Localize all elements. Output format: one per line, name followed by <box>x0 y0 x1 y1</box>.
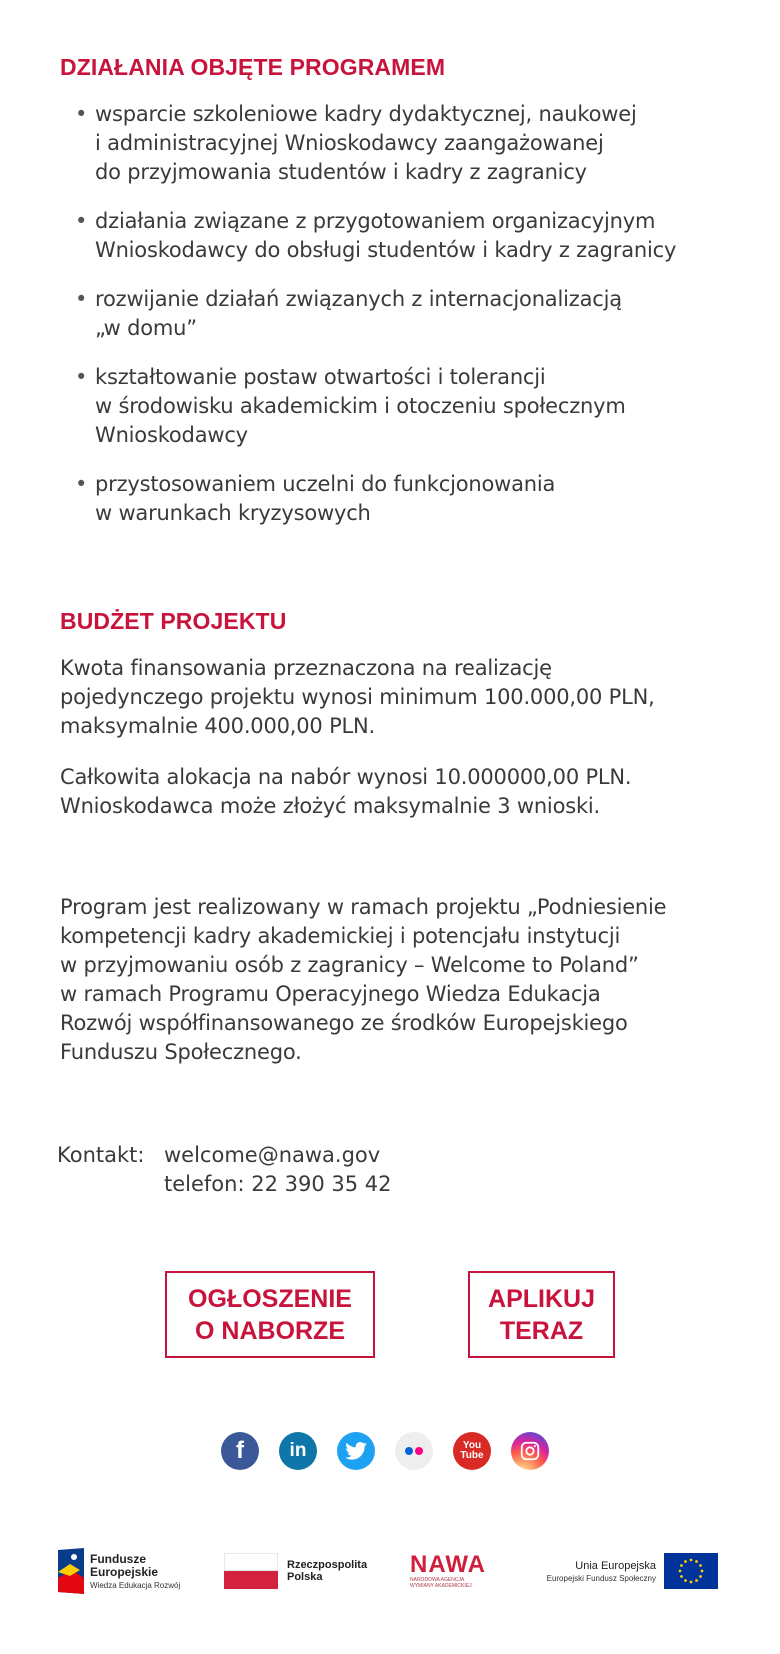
eu-star-icon <box>690 1581 693 1584</box>
twitter-bird-icon <box>345 1442 367 1460</box>
eu-star-icon <box>701 1570 704 1573</box>
twitter-icon[interactable] <box>337 1432 375 1470</box>
youtube-icon[interactable] <box>453 1432 491 1470</box>
unia-europejska-logo <box>531 1546 718 1596</box>
list-item: • działania związane z przygotowaniem organizacyjnym Wnioskodawcy do obsługi studentów i kadry z zagranicy <box>75 207 755 265</box>
nawa-logo <box>410 1546 520 1596</box>
contact-email-link[interactable]: welcome@nawa.gov <box>164 1143 381 1167</box>
facebook-glyph: f <box>236 1437 244 1464</box>
eu-star-icon <box>699 1564 702 1567</box>
flickr-dots-icon <box>403 1446 425 1456</box>
eu-star-icon <box>684 1560 687 1563</box>
list-item: • przystosowaniem uczelni do funkcjonowania w warunkach kryzysowych <box>75 470 755 528</box>
fundusze-europejskie-logo <box>58 1546 198 1596</box>
ue-logo-subtitle: Europejski Fundusz Społeczny <box>546 1573 656 1583</box>
social-icons-row <box>221 1432 549 1470</box>
fe-logo-subtitle: Wiedza Edukacja Rozwój <box>90 1580 181 1590</box>
list-item: • wsparcie szkoleniowe kadry dydaktycznej, naukowej i administracyjnej Wnioskodawcy zaangażowanej do przyjmowania studentów i kadry z zagranicy <box>75 100 755 187</box>
flickr-icon[interactable] <box>395 1432 433 1470</box>
budget-paragraph-amount: Kwota finansowania przeznaczona na realizację pojedynczego projektu wynosi minimum 100.000,00 PLN, maksymalnie 400.000,00 PLN. <box>60 656 655 738</box>
rzeczpospolita-polska-logo <box>224 1546 384 1596</box>
nawa-logo-subtitle: NARODOWA AGENCJA WYMIANY AKADEMICKIEJ <box>410 1577 472 1589</box>
program-activities-list <box>75 100 755 548</box>
eu-star-icon <box>684 1579 687 1582</box>
nawa-logo-text: NAWA <box>410 1551 486 1578</box>
facebook-icon[interactable] <box>221 1432 259 1470</box>
polish-flag-icon <box>224 1553 278 1589</box>
contact-phone: telefon: 22 390 35 42 <box>164 1172 392 1196</box>
eu-star-icon <box>679 1570 682 1573</box>
youtube-glyph: You Tube <box>460 1440 484 1461</box>
eu-flag-icon <box>664 1553 718 1589</box>
eu-star-icon <box>680 1575 683 1578</box>
instagram-icon[interactable] <box>511 1432 549 1470</box>
list-item: • kształtowanie postaw otwartości i tolerancji w środowisku akademickim i otoczeniu społecznym Wnioskodawcy <box>75 363 755 450</box>
program-heading: DZIAŁANIA OBJĘTE PROGRAMEM <box>60 54 446 80</box>
fe-flag-icon <box>58 1548 84 1594</box>
instagram-camera-icon <box>519 1440 541 1462</box>
program-info-paragraph: Program jest realizowany w ramach projektu „Podniesienie kompetencji kadry akademickiej i potencjału instytucji w przyjmowaniu osób z zagranicy – Welcome to Poland” w ramach Programu Operacyjnego Wiedza Edukacja Rozwój współfinansowanego ze środków Europejskiego Funduszu Społecznego. <box>60 895 667 1064</box>
linkedin-glyph: in <box>289 1440 307 1461</box>
budget-heading: BUDŻET PROJEKTU <box>60 608 287 634</box>
eu-star-icon <box>695 1579 698 1582</box>
apply-now-button[interactable]: APLIKUJ TERAZ <box>468 1271 615 1358</box>
eu-star-icon <box>695 1560 698 1563</box>
eu-star-icon <box>690 1559 693 1562</box>
ue-logo-title: Unia Europejska <box>575 1559 656 1572</box>
eu-star-icon <box>699 1575 702 1578</box>
footer-logos <box>58 1546 718 1596</box>
eu-star-icon <box>680 1564 683 1567</box>
rp-logo-text: Rzeczpospolita Polska <box>287 1559 368 1583</box>
linkedin-icon[interactable] <box>279 1432 317 1470</box>
contact-label: Kontakt: <box>57 1143 145 1167</box>
contact-details <box>164 1141 391 1199</box>
list-item: • rozwijanie działań związanych z internacjonalizacją „w domu” <box>75 285 755 343</box>
announcement-button[interactable]: OGŁOSZENIE O NABORZE <box>165 1271 375 1358</box>
budget-paragraph-allocation: Całkowita alokacja na nabór wynosi 10.000000,00 PLN. Wnioskodawca może złożyć maksymalnie 3 wnioski. <box>60 765 632 818</box>
fe-logo-title: Fundusze Europejskie <box>90 1551 159 1579</box>
